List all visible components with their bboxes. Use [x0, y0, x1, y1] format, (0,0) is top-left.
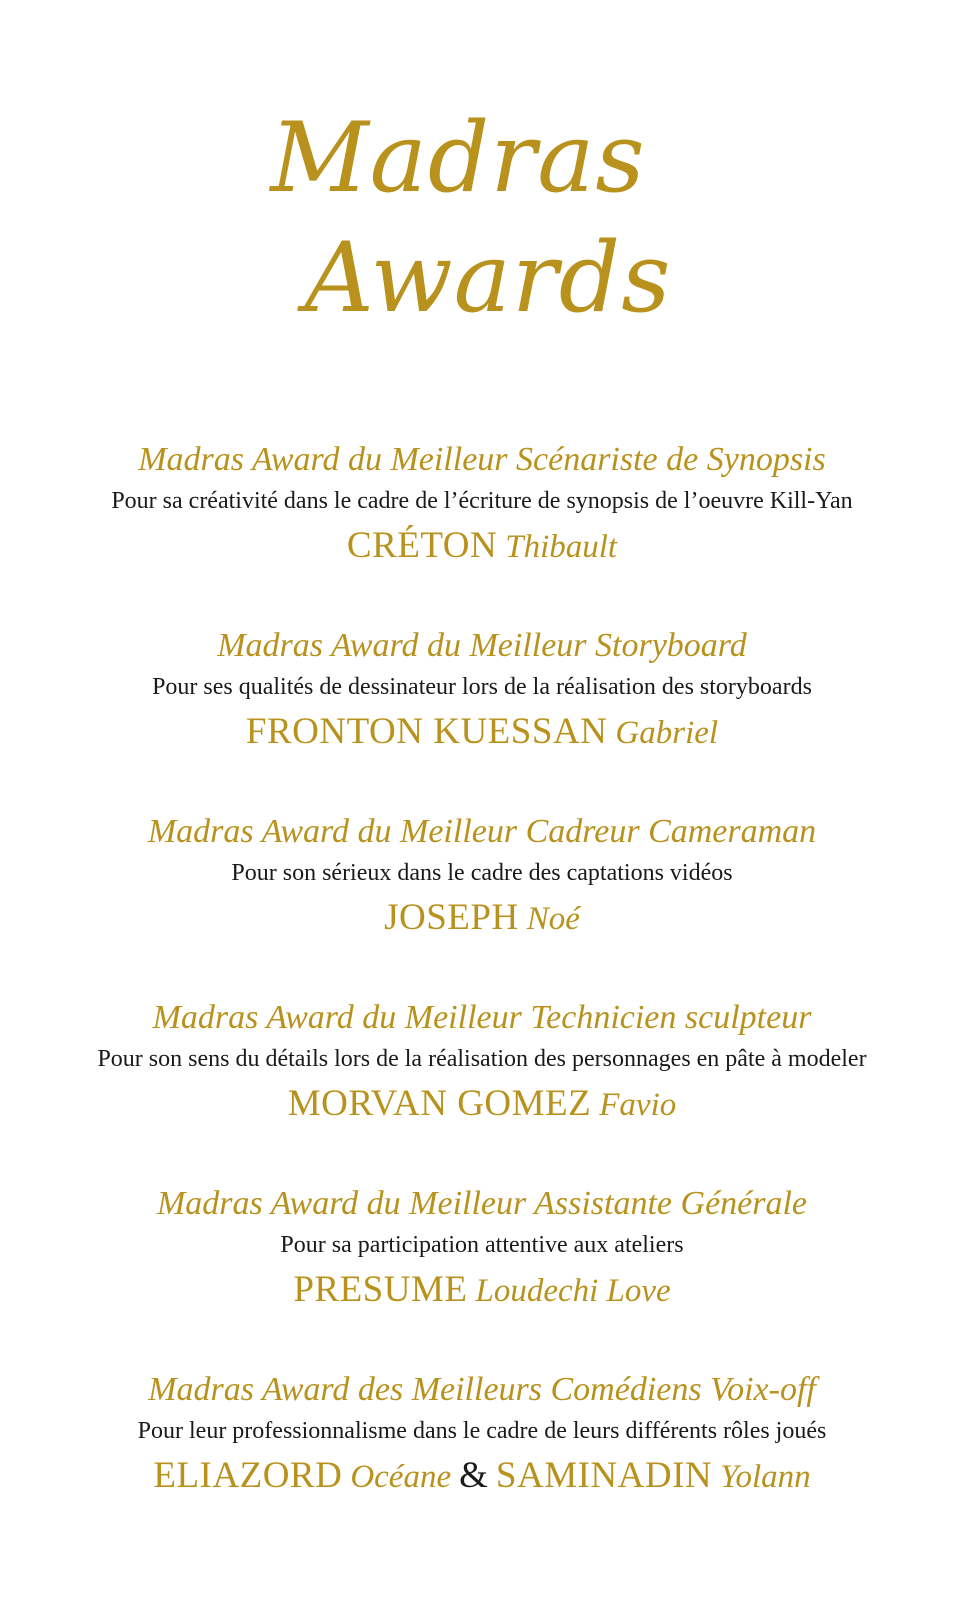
ampersand: & — [459, 1455, 488, 1496]
award-recipient — [0, 1082, 964, 1127]
recipient-surname-2: SAMINADIN — [495, 1455, 713, 1496]
award-cadreur — [0, 812, 964, 941]
award-description: Pour sa participation attentive aux ateliers — [280, 1232, 684, 1258]
award-title: Madras Award des Meilleurs Comédiens Voix-off — [148, 1371, 816, 1408]
page-title-line-2: Awards — [304, 222, 672, 334]
recipient-surname: CRÉTON — [346, 525, 498, 566]
award-title: Madras Award du Meilleur Storyboard — [217, 627, 747, 664]
recipient-surname: PRESUME — [293, 1269, 468, 1310]
award-recipient — [0, 1454, 964, 1499]
recipient-firstname: Thibault — [505, 529, 618, 565]
recipient-firstname-2: Yolann — [720, 1459, 811, 1495]
recipient-surname: JOSEPH — [384, 897, 519, 938]
award-recipient — [0, 896, 964, 941]
award-description: Pour sa créativité dans le cadre de l’écriture de synopsis de l’oeuvre Kill-Yan — [111, 488, 853, 514]
award-title: Madras Award du Meilleur Technicien sculpteur — [152, 999, 812, 1036]
award-title: Madras Award du Meilleur Scénariste de Synopsis — [138, 441, 826, 478]
award-storyboard — [0, 626, 964, 755]
recipient-surname: FRONTON KUESSAN — [245, 711, 608, 752]
award-description: Pour ses qualités de dessinateur lors de la réalisation des storyboards — [152, 674, 812, 700]
award-recipient — [0, 1268, 964, 1313]
award-recipient — [0, 710, 964, 755]
recipient-firstname: Loudechi Love — [475, 1273, 671, 1309]
award-comediens — [0, 1370, 964, 1499]
award-scenariste — [0, 440, 964, 569]
award-recipient — [0, 524, 964, 569]
recipient-firstname: Noé — [526, 901, 580, 937]
award-description: Pour son sens du détails lors de la réalisation des personnages en pâte à modeler — [97, 1046, 867, 1072]
award-description: Pour leur professionnalisme dans le cadre de leurs différents rôles joués — [137, 1418, 827, 1444]
award-title: Madras Award du Meilleur Cadreur Cameraman — [147, 813, 817, 850]
recipient-firstname: Favio — [599, 1087, 677, 1123]
recipient-firstname: Océane — [350, 1459, 452, 1495]
award-assistante — [0, 1184, 964, 1313]
recipient-firstname: Gabriel — [615, 715, 719, 751]
recipient-surname: ELIAZORD — [153, 1455, 343, 1496]
recipient-surname: MORVAN GOMEZ — [287, 1083, 592, 1124]
award-description: Pour son sérieux dans le cadre des captations vidéos — [231, 860, 733, 886]
award-title: Madras Award du Meilleur Assistante Générale — [156, 1185, 808, 1222]
award-technicien — [0, 998, 964, 1127]
page-title-line-1: Madras — [270, 102, 646, 214]
